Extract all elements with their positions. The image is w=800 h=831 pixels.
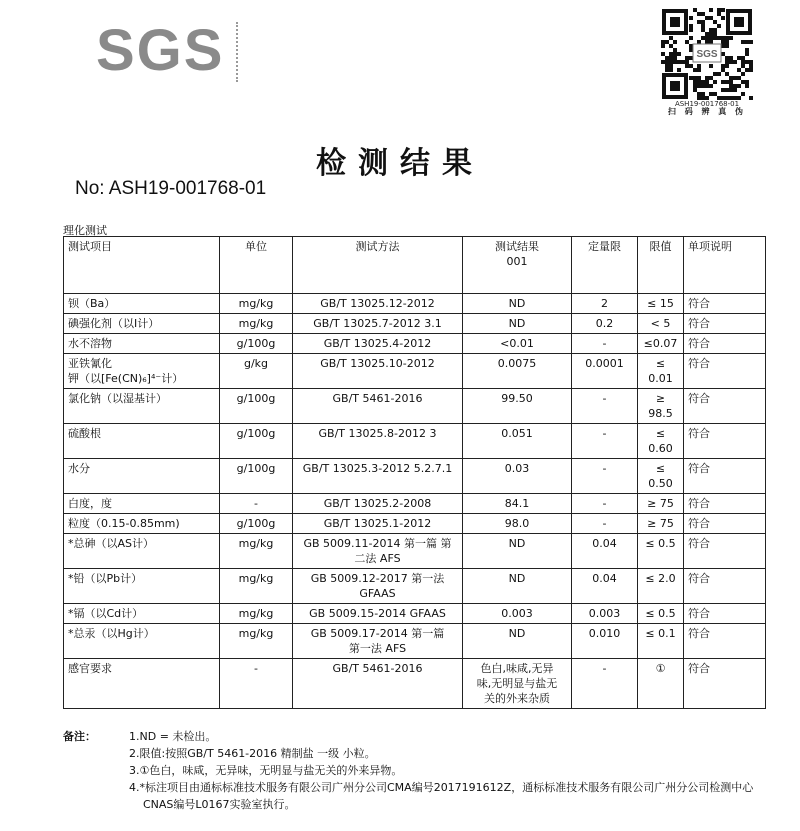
table-cell: 0.04: [572, 534, 638, 569]
table-cell: *铅（以Pb计）: [64, 569, 220, 604]
table-row: [64, 334, 766, 354]
table-cell: GB/T 13025.2-2008: [293, 494, 463, 514]
table-cell: 符合: [684, 459, 766, 494]
table-cell: ≤ 0.5: [638, 604, 684, 624]
logo-dotted-line: [236, 22, 242, 82]
table-cell: mg/kg: [220, 294, 293, 314]
page-title: 检测结果: [316, 146, 484, 181]
table-cell: GB/T 5461-2016: [293, 659, 463, 709]
table-cell: 亚铁氰化 钾（以[Fe(CN)₆]⁴⁻计）: [64, 354, 220, 389]
table-cell: 符合: [684, 604, 766, 624]
note-item: 1.ND = 未检出。: [129, 730, 217, 743]
table-cell: ≥ 75: [638, 494, 684, 514]
table-cell: 符合: [684, 424, 766, 459]
table-cell: GB 5009.15-2014 GFAAS: [293, 604, 463, 624]
logo-text: SGS: [96, 18, 225, 83]
table-cell: *总汞（以Hg计）: [64, 624, 220, 659]
table-row: [64, 314, 766, 334]
table-cell: < 5: [638, 314, 684, 334]
section-title: 理化测试: [63, 224, 107, 237]
table-cell: g/100g: [220, 389, 293, 424]
table-cell: GB/T 13025.3-2012 5.2.7.1: [293, 459, 463, 494]
table-cell: ≤ 15: [638, 294, 684, 314]
table-cell: 符合: [684, 569, 766, 604]
table-cell: g/100g: [220, 424, 293, 459]
table-row: [64, 294, 766, 314]
table-cell: ≤ 0.50: [638, 459, 684, 494]
column-header: 单项说明: [684, 237, 766, 294]
table-cell: GB/T 13025.4-2012: [293, 334, 463, 354]
table-cell: GB/T 13025.7-2012 3.1: [293, 314, 463, 334]
table-cell: GB 5009.17-2014 第一篇 第一法 AFS: [293, 624, 463, 659]
table-cell: 白度，度: [64, 494, 220, 514]
qr-caption: [652, 100, 762, 116]
table-body: [64, 294, 766, 709]
table-cell: -: [572, 424, 638, 459]
table-cell: ≤ 2.0: [638, 569, 684, 604]
table-cell: 符合: [684, 494, 766, 514]
note-item: 4.*标注项目由通标标准技术服务有限公司广州分公司CMA编号2017191612Z，通标标准技术服务有限公司广州分公司检测中心CNAS编号L0167实验室执行。: [129, 781, 754, 811]
column-header: 测试结果 001: [463, 237, 572, 294]
table-cell: GB/T 13025.1-2012: [293, 514, 463, 534]
table-cell: g/100g: [220, 459, 293, 494]
table-row: [64, 534, 766, 569]
table-cell: mg/kg: [220, 624, 293, 659]
table-cell: 水不溶物: [64, 334, 220, 354]
table-cell: ND: [463, 294, 572, 314]
table-cell: 0.0075: [463, 354, 572, 389]
table-row: [64, 494, 766, 514]
table-cell: mg/kg: [220, 314, 293, 334]
table-cell: 符合: [684, 624, 766, 659]
table-row: [64, 659, 766, 709]
note-item: 3.①色白，味咸，无异味，无明显与盐无关的外来异物。: [129, 764, 403, 777]
table-cell: 色白,味咸,无异 味,无明显与盐无 关的外来杂质: [463, 659, 572, 709]
table-cell: ≤ 0.5: [638, 534, 684, 569]
column-header: 单位: [220, 237, 293, 294]
table-cell: 水分: [64, 459, 220, 494]
table-cell: GB 5009.11-2014 第一篇 第 二法 AFS: [293, 534, 463, 569]
column-header: 限值: [638, 237, 684, 294]
table-cell: 符合: [684, 294, 766, 314]
table-cell: 氯化钠（以湿基计）: [64, 389, 220, 424]
table-cell: GB/T 13025.8-2012 3: [293, 424, 463, 459]
table-cell: -: [220, 659, 293, 709]
table-cell: <0.01: [463, 334, 572, 354]
results-table: [63, 236, 766, 709]
table-cell: *总砷（以AS计）: [64, 534, 220, 569]
table-cell: 0.051: [463, 424, 572, 459]
table-row: [64, 459, 766, 494]
table-cell: ≤0.07: [638, 334, 684, 354]
table-cell: GB 5009.12-2017 第一法 GFAAS: [293, 569, 463, 604]
table-cell: 符合: [684, 334, 766, 354]
table-cell: ≥ 75: [638, 514, 684, 534]
notes-list: [129, 728, 769, 813]
table-cell: 碘强化剂（以I计）: [64, 314, 220, 334]
qr-report-code: ASH19-001768-01: [674, 100, 740, 108]
qr-badge: SGS: [696, 49, 718, 60]
table-cell: 0.003: [463, 604, 572, 624]
table-cell: mg/kg: [220, 604, 293, 624]
qr-code: [661, 8, 753, 100]
table-header-row: [64, 237, 766, 294]
table-cell: 0.03: [463, 459, 572, 494]
table-row: [64, 514, 766, 534]
table-cell: g/kg: [220, 354, 293, 389]
table-cell: 99.50: [463, 389, 572, 424]
note-item: 2.限值:按照GB/T 5461-2016 精制盐 一级 小粒。: [129, 747, 376, 760]
table-cell: 感官要求: [64, 659, 220, 709]
table-cell: -: [572, 459, 638, 494]
table-row: [64, 389, 766, 424]
table-cell: 符合: [684, 534, 766, 569]
table-cell: g/100g: [220, 334, 293, 354]
table-cell: 符合: [684, 314, 766, 334]
table-cell: 粒度（0.15-0.85mm): [64, 514, 220, 534]
table-cell: 0.04: [572, 569, 638, 604]
table-cell: ND: [463, 534, 572, 569]
table-row: [64, 624, 766, 659]
table-cell: ND: [463, 569, 572, 604]
table-cell: ND: [463, 624, 572, 659]
table-cell: 符合: [684, 354, 766, 389]
table-cell: -: [572, 389, 638, 424]
table-cell: 硫酸根: [64, 424, 220, 459]
table-cell: GB/T 13025.10-2012: [293, 354, 463, 389]
table-cell: ≤ 0.1: [638, 624, 684, 659]
table-cell: 0.0001: [572, 354, 638, 389]
table-cell: -: [572, 494, 638, 514]
table-row: [64, 424, 766, 459]
table-cell: g/100g: [220, 514, 293, 534]
table-cell: GB/T 13025.12-2012: [293, 294, 463, 314]
table-cell: 符合: [684, 514, 766, 534]
table-cell: -: [220, 494, 293, 514]
table-row: [64, 569, 766, 604]
table-cell: 0.003: [572, 604, 638, 624]
table-cell: mg/kg: [220, 534, 293, 569]
table-cell: *镉（以Cd计）: [64, 604, 220, 624]
table-cell: mg/kg: [220, 569, 293, 604]
table-cell: ND: [463, 314, 572, 334]
column-header: 定量限: [572, 237, 638, 294]
report-number: No: ASH19-001768-01: [75, 178, 267, 199]
table-cell: ≤ 0.01: [638, 354, 684, 389]
table-cell: 符合: [684, 389, 766, 424]
table-cell: -: [572, 659, 638, 709]
table-cell: -: [572, 514, 638, 534]
table-cell: 符合: [684, 659, 766, 709]
table-cell: 2: [572, 294, 638, 314]
table-cell: -: [572, 334, 638, 354]
table-cell: ≥ 98.5: [638, 389, 684, 424]
table-cell: 0.2: [572, 314, 638, 334]
column-header: 测试方法: [293, 237, 463, 294]
notes-label: 备注：: [63, 730, 96, 743]
column-header: 测试项目: [64, 237, 220, 294]
table-cell: GB/T 5461-2016: [293, 389, 463, 424]
table-cell: 98.0: [463, 514, 572, 534]
qr-verify-text: 扫 码 辨 真 伪: [667, 107, 747, 116]
table-cell: 84.1: [463, 494, 572, 514]
table-cell: ≤ 0.60: [638, 424, 684, 459]
table-row: [64, 604, 766, 624]
table-cell: 0.010: [572, 624, 638, 659]
table-row: [64, 354, 766, 389]
sgs-logo: [96, 18, 242, 84]
table-cell: ①: [638, 659, 684, 709]
table-cell: 钡（Ba）: [64, 294, 220, 314]
